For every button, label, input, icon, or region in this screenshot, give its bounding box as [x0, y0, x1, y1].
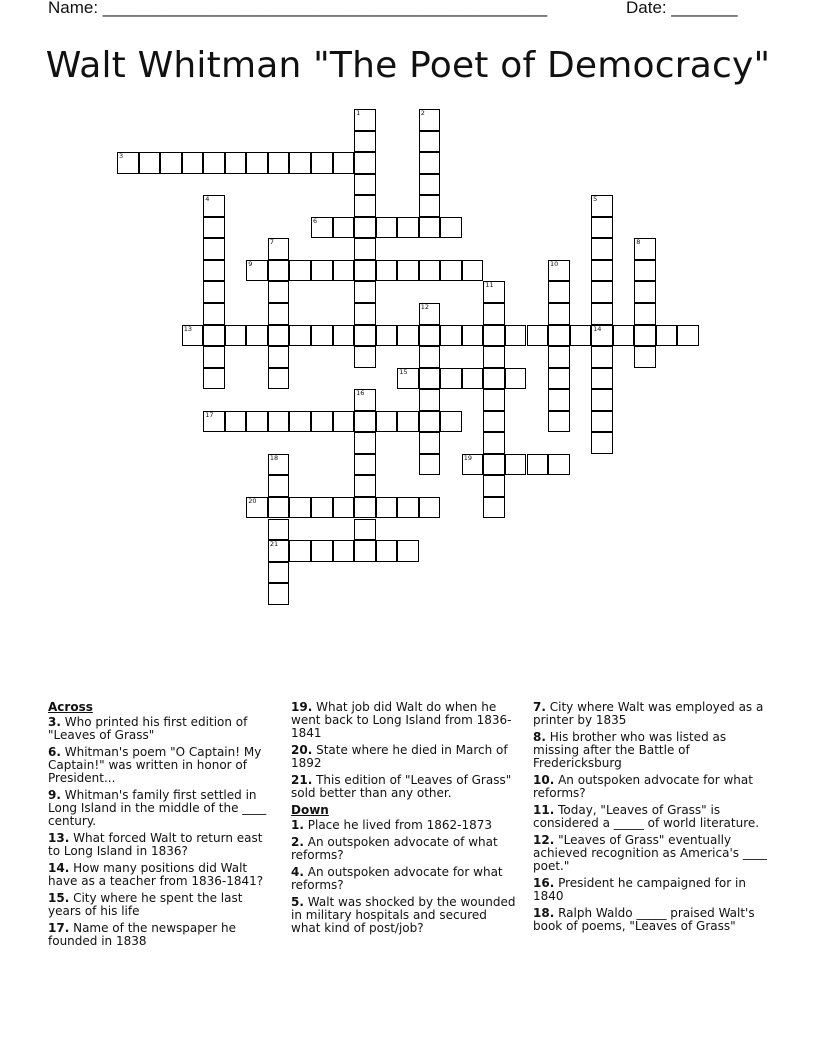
crossword-cell[interactable] — [634, 325, 656, 347]
crossword-cell[interactable] — [203, 238, 225, 260]
crossword-cell[interactable] — [246, 260, 268, 282]
clue-number: 8 — [636, 238, 641, 247]
crossword-cell[interactable] — [419, 152, 441, 174]
crossword-cell[interactable] — [419, 346, 441, 368]
crossword-cell[interactable] — [419, 109, 441, 131]
crossword-cell[interactable] — [591, 260, 613, 282]
clues-column-3 — [533, 701, 768, 937]
crossword-cell[interactable] — [354, 325, 376, 347]
crossword-cell[interactable] — [397, 540, 419, 562]
crossword-cell[interactable] — [225, 411, 247, 433]
clue-across-21: 21. This edition of "Leaves of Grass" sold better than any other. — [291, 773, 512, 800]
crossword-cell[interactable] — [591, 303, 613, 325]
clue-across-17: 17. Name of the newspaper he founded in 1838 — [48, 921, 236, 948]
crossword-cell[interactable] — [268, 152, 290, 174]
crossword-cell[interactable] — [483, 281, 505, 303]
clue-across-19: 19. What job did Walt do when he went back to Long Island from 1836-1841 — [291, 700, 512, 740]
crossword-cell[interactable] — [440, 411, 462, 433]
crossword-cell[interactable] — [483, 346, 505, 368]
crossword-cell[interactable] — [419, 131, 441, 153]
crossword-cell[interactable] — [268, 346, 290, 368]
clue-across-20: 20. State where he died in March of 1892 — [291, 743, 508, 770]
crossword-cell[interactable] — [527, 325, 549, 347]
crossword-cell[interactable] — [397, 260, 419, 282]
crossword-cell[interactable] — [591, 238, 613, 260]
clues-column-2 — [291, 701, 516, 939]
crossword-cell[interactable] — [203, 260, 225, 282]
clue-number: 12 — [420, 303, 429, 311]
crossword-cell[interactable] — [397, 497, 419, 519]
crossword-cell[interactable] — [527, 454, 549, 476]
crossword-cell[interactable] — [268, 583, 290, 605]
crossword-cell[interactable] — [419, 432, 441, 454]
crossword-cell[interactable] — [268, 368, 290, 390]
crossword-cell[interactable] — [289, 152, 311, 174]
crossword-cell[interactable] — [354, 217, 376, 239]
crossword-cell[interactable] — [333, 411, 355, 433]
crossword-cell[interactable] — [462, 368, 484, 390]
crossword-cell[interactable] — [268, 454, 290, 476]
crossword-cell[interactable] — [419, 303, 441, 325]
crossword-cell[interactable] — [634, 281, 656, 303]
clue-number: 14 — [593, 324, 602, 333]
crossword-cell[interactable] — [591, 346, 613, 368]
crossword-cell[interactable] — [354, 519, 376, 541]
clue-down-12: 12. "Leaves of Grass" eventually achieved recognition as America's ____ poet." — [533, 833, 767, 873]
clue-number: 19 — [463, 453, 473, 462]
crossword-cell[interactable] — [203, 217, 225, 239]
crossword-cell[interactable] — [354, 346, 376, 368]
clue-number: 15 — [399, 367, 408, 376]
crossword-cell[interactable] — [333, 497, 355, 519]
crossword-cell[interactable] — [440, 260, 462, 282]
crossword-cell[interactable] — [268, 411, 290, 433]
crossword-cell[interactable] — [634, 238, 656, 260]
crossword-cell[interactable] — [289, 540, 311, 562]
crossword-cell[interactable] — [268, 281, 290, 303]
clue-number: 4 — [205, 195, 210, 204]
crossword-cell[interactable] — [548, 303, 570, 325]
crossword-cell[interactable] — [483, 325, 505, 347]
crossword-cell[interactable] — [182, 325, 204, 347]
crossword-cell[interactable] — [656, 325, 678, 347]
crossword-cell[interactable] — [419, 454, 441, 476]
crossword-cell[interactable] — [634, 260, 656, 282]
crossword-cell[interactable] — [440, 217, 462, 239]
crossword-cell[interactable] — [311, 152, 333, 174]
crossword-cell[interactable] — [483, 432, 505, 454]
crossword-cell[interactable] — [483, 475, 505, 497]
crossword-cell[interactable] — [354, 540, 376, 562]
crossword-cell[interactable] — [225, 325, 247, 347]
crossword-cell[interactable] — [634, 303, 656, 325]
crossword-cell[interactable] — [548, 346, 570, 368]
clue-down-8: 8. His brother who was listed as missing after the Battle of Fredericksburg — [533, 730, 727, 770]
crossword-cell[interactable] — [505, 368, 527, 390]
crossword-cell[interactable] — [354, 497, 376, 519]
crossword-cell[interactable] — [548, 454, 570, 476]
crossword-cell[interactable] — [376, 497, 398, 519]
crossword-cell[interactable] — [419, 497, 441, 519]
crossword-cell[interactable] — [397, 368, 419, 390]
crossword-cell[interactable] — [354, 260, 376, 282]
across-heading: Across — [48, 700, 93, 714]
crossword-cell[interactable] — [613, 325, 635, 347]
crossword-cell[interactable] — [570, 325, 592, 347]
clue-number: 9 — [248, 259, 253, 268]
name-field-label: Name: _______________________________________________ — [48, 0, 548, 17]
crossword-cell[interactable] — [483, 389, 505, 411]
crossword-cell[interactable] — [203, 325, 225, 347]
crossword-cell[interactable] — [354, 281, 376, 303]
clue-number: 7 — [269, 238, 275, 247]
crossword-cell[interactable] — [354, 389, 376, 411]
date-field-label: Date: _______ — [626, 0, 738, 17]
crossword-cell[interactable] — [483, 368, 505, 390]
clue-number: 2 — [420, 109, 425, 117]
crossword-cell[interactable] — [117, 152, 139, 174]
crossword-cell[interactable] — [203, 195, 225, 217]
crossword-cell[interactable] — [354, 195, 376, 217]
crossword-cell[interactable] — [268, 260, 290, 282]
crossword-cell[interactable] — [354, 411, 376, 433]
crossword-cell[interactable] — [354, 109, 376, 131]
crossword-cell[interactable] — [419, 174, 441, 196]
crossword-cell[interactable] — [440, 325, 462, 347]
clue-across-13: 13. What forced Walt to return east to Long Island in 1836? — [48, 831, 263, 858]
crossword-cell[interactable] — [268, 325, 290, 347]
crossword-cell[interactable] — [354, 454, 376, 476]
clue-across-3: 3. Who printed his first edition of "Leaves of Grass" — [48, 715, 248, 742]
crossword-cell[interactable] — [591, 325, 613, 347]
clue-across-14: 14. How many positions did Walt have as a teacher from 1836-1841? — [48, 861, 264, 888]
crossword-cell[interactable] — [354, 174, 376, 196]
crossword-cell[interactable] — [268, 475, 290, 497]
crossword-cell[interactable] — [548, 411, 570, 433]
crossword-cell[interactable] — [268, 562, 290, 584]
crossword-cell[interactable] — [289, 411, 311, 433]
crossword-cell[interactable] — [354, 152, 376, 174]
crossword-cell[interactable] — [354, 432, 376, 454]
clue-number: 20 — [248, 496, 257, 505]
crossword-cell[interactable] — [333, 325, 355, 347]
clue-across-9: 9. Whitman's family first settled in Long Island in the middle of the ____ century. — [48, 788, 267, 828]
clue-across-6: 6. Whitman's poem "O Captain! My Captain!" was written in honor of President... — [48, 745, 262, 785]
crossword-cell[interactable] — [268, 303, 290, 325]
crossword-cell[interactable] — [483, 454, 505, 476]
crossword-cell[interactable] — [203, 281, 225, 303]
crossword-cell[interactable] — [268, 540, 290, 562]
crossword-cell[interactable] — [333, 260, 355, 282]
clue-down-2: 2. An outspoken advocate of what reforms? — [291, 835, 498, 862]
crossword-cell[interactable] — [376, 260, 398, 282]
clue-down-4: 4. An outspoken advocate for what reforms? — [291, 865, 503, 892]
crossword-cell[interactable] — [591, 389, 613, 411]
crossword-cell[interactable] — [203, 346, 225, 368]
crossword-cell[interactable] — [311, 260, 333, 282]
clue-down-18: 18. Ralph Waldo _____ praised Walt's book of poems, "Leaves of Grass" — [533, 906, 755, 933]
crossword-cell[interactable] — [203, 303, 225, 325]
crossword-cell[interactable] — [311, 325, 333, 347]
crossword-cell[interactable] — [591, 195, 613, 217]
crossword-cell[interactable] — [289, 260, 311, 282]
page-title: Walt Whitman "The Poet of Democracy" — [45, 45, 771, 86]
crossword-cell[interactable] — [419, 195, 441, 217]
crossword-cell[interactable] — [397, 325, 419, 347]
clue-number: 13 — [183, 324, 192, 333]
clue-number: 3 — [119, 152, 124, 161]
crossword-cell[interactable] — [376, 540, 398, 562]
clue-down-11: 11. Today, "Leaves of Grass" is considered a _____ of world literature. — [533, 803, 760, 830]
crossword-cell[interactable] — [268, 519, 290, 541]
crossword-cell[interactable] — [225, 152, 247, 174]
crossword-cell[interactable] — [203, 152, 225, 174]
crossword-cell[interactable] — [440, 368, 462, 390]
crossword-cell[interactable] — [246, 152, 268, 174]
crossword-cell[interactable] — [311, 411, 333, 433]
crossword-cell[interactable] — [333, 540, 355, 562]
crossword-cell[interactable] — [376, 411, 398, 433]
crossword-cell[interactable] — [354, 238, 376, 260]
clue-down-16: 16. President he campaigned for in 1840 — [533, 876, 746, 903]
crossword-cell[interactable] — [419, 368, 441, 390]
crossword-cell[interactable] — [160, 152, 182, 174]
crossword-cell[interactable] — [333, 217, 355, 239]
crossword-cell[interactable] — [634, 346, 656, 368]
crossword-cell[interactable] — [139, 152, 161, 174]
crossword-cell[interactable] — [505, 454, 527, 476]
crossword-cell[interactable] — [397, 411, 419, 433]
crossword-cell[interactable] — [182, 152, 204, 174]
crossword-cell[interactable] — [483, 303, 505, 325]
crossword-cell[interactable] — [591, 368, 613, 390]
crossword-cell[interactable] — [419, 260, 441, 282]
crossword-cell[interactable] — [419, 389, 441, 411]
crossword-cell[interactable] — [591, 217, 613, 239]
clue-number: 18 — [269, 453, 279, 462]
crossword-cell[interactable] — [591, 432, 613, 454]
crossword-cell[interactable] — [548, 281, 570, 303]
crossword-cell[interactable] — [505, 325, 527, 347]
crossword-cell[interactable] — [203, 411, 225, 433]
clue-number: 1 — [356, 109, 361, 117]
crossword-cell[interactable] — [419, 217, 441, 239]
crossword-cell[interactable] — [462, 260, 484, 282]
crossword-cell[interactable] — [333, 152, 355, 174]
crossword-cell[interactable] — [376, 325, 398, 347]
clue-number: 21 — [269, 540, 279, 548]
crossword-cell[interactable] — [483, 497, 505, 519]
crossword-cell[interactable] — [462, 325, 484, 347]
crossword-cell[interactable] — [548, 389, 570, 411]
clues-column-1 — [48, 701, 276, 952]
down-heading: Down — [291, 803, 329, 817]
crossword-cell[interactable] — [246, 411, 268, 433]
crossword-cell[interactable] — [311, 497, 333, 519]
crossword-cell[interactable] — [203, 368, 225, 390]
crossword-cell[interactable] — [311, 217, 333, 239]
clue-across-15: 15. City where he spent the last years of his life — [48, 891, 243, 918]
clue-number: 6 — [313, 216, 318, 225]
clue-number: 10 — [550, 259, 559, 268]
crossword-cell[interactable] — [289, 497, 311, 519]
crossword-cell[interactable] — [376, 217, 398, 239]
crossword-cell[interactable] — [311, 540, 333, 562]
clue-down-10: 10. An outspoken advocate for what reforms? — [533, 773, 753, 800]
crossword-cell[interactable] — [354, 303, 376, 325]
crossword-cell[interactable] — [246, 497, 268, 519]
crossword-cell[interactable] — [289, 325, 311, 347]
clue-number: 11 — [485, 281, 494, 290]
crossword-cell[interactable] — [483, 411, 505, 433]
crossword-cell[interactable] — [268, 238, 290, 260]
crossword-cell[interactable] — [677, 325, 699, 347]
crossword-cell[interactable] — [268, 497, 290, 519]
crossword-cell[interactable] — [591, 281, 613, 303]
crossword-cell[interactable] — [354, 475, 376, 497]
crossword-cell[interactable] — [419, 411, 441, 433]
crossword-cell[interactable] — [548, 368, 570, 390]
crossword-cell[interactable] — [548, 260, 570, 282]
clue-down-7: 7. City where Walt was employed as a printer by 1835 — [533, 700, 764, 727]
crossword-cell[interactable] — [462, 454, 484, 476]
crossword-cell[interactable] — [548, 325, 570, 347]
clue-down-1: 1. Place he lived from 1862-1873 — [291, 818, 493, 832]
clue-number: 5 — [593, 195, 598, 204]
crossword-cell[interactable] — [397, 217, 419, 239]
crossword-cell[interactable] — [246, 325, 268, 347]
clue-down-5: 5. Walt was shocked by the wounded in military hospitals and secured what kind of post/job? — [291, 895, 516, 935]
clue-number: 16 — [356, 389, 365, 398]
clue-number: 17 — [205, 410, 214, 419]
crossword-cell[interactable] — [419, 325, 441, 347]
crossword-cell[interactable] — [591, 411, 613, 433]
crossword-cell[interactable] — [354, 131, 376, 153]
